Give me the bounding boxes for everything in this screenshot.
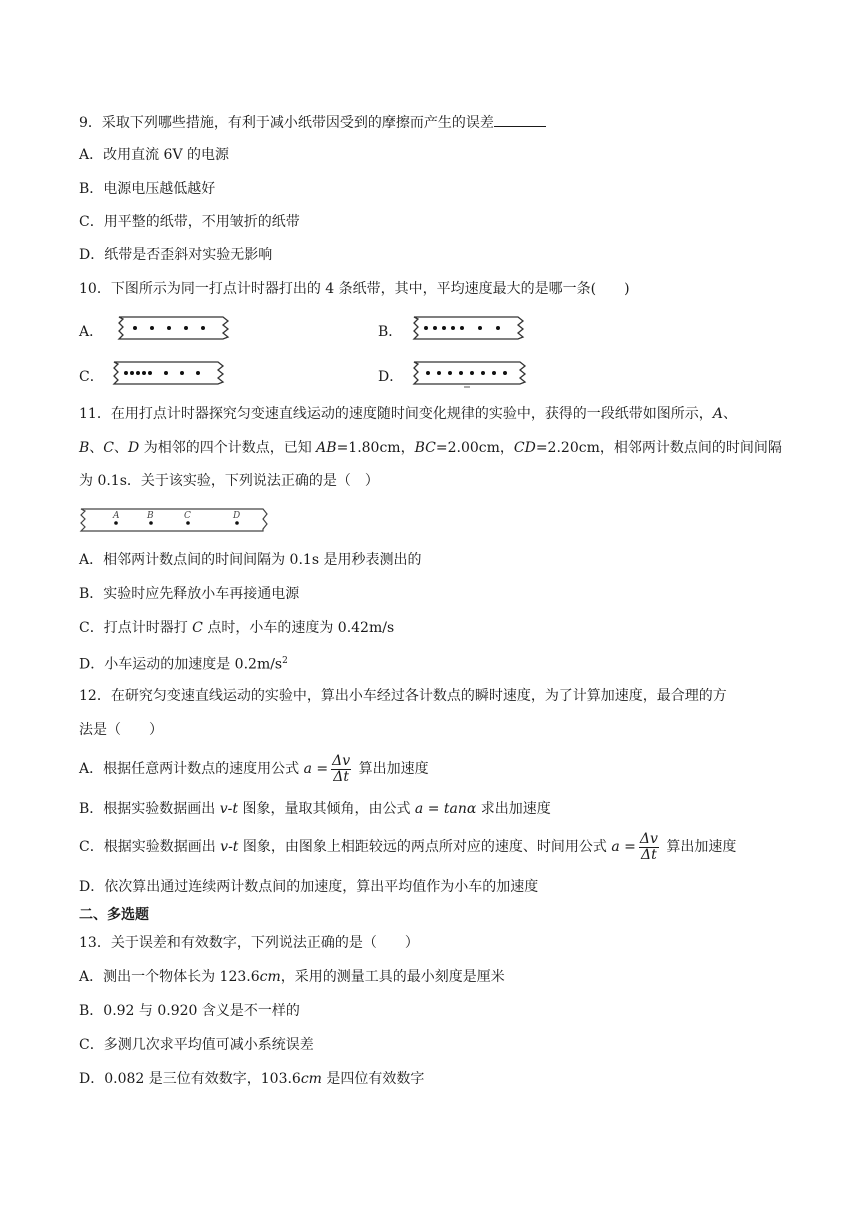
q12-option-a xyxy=(79,752,429,786)
q12-option-a-post: 算出加速度 xyxy=(354,761,429,777)
q11-option-d-pre: D．小车运动的加速度是 0.2m/s xyxy=(79,656,283,673)
q9-stem xyxy=(79,112,546,133)
q11-ab-value: =1.80cm， xyxy=(336,440,415,456)
q12-option-b-formula: a = tanα xyxy=(414,801,477,817)
q10-label-d: D． xyxy=(378,369,404,385)
q12-option-b-mid: 图象，量取其倾角，由公式 xyxy=(238,801,415,817)
fraction-num: Δv xyxy=(639,830,658,847)
tape-b xyxy=(410,315,530,341)
q11-line3: 为 0.1s．关于该实验，下列说法正确的是（ ） xyxy=(79,473,379,489)
q11-option-c-pre: C．打点计时器打 xyxy=(79,620,193,636)
q11-bc-value: =2.00cm， xyxy=(435,440,514,456)
q11-option-c xyxy=(79,618,394,638)
fraction-num: Δv xyxy=(332,752,351,769)
q12-option-b-post: 求出加速度 xyxy=(476,801,551,817)
q12-option-b-vt: v-t xyxy=(219,801,239,817)
fraction xyxy=(639,832,659,863)
q11-var-d: D xyxy=(128,440,140,456)
q12-option-a-pre: A．根据任意两计数点的速度用公式 xyxy=(79,761,304,777)
q11-text: 为相邻的四个计数点，已知 xyxy=(139,440,317,456)
q11-cd: CD xyxy=(513,440,536,456)
q11-line1-text: 11．在用打点计时器探究匀变速直线运动的速度随时间变化规律的实验中，获得的一段纸带如图所示， xyxy=(79,406,713,422)
q11-var-a: A xyxy=(712,406,723,422)
section-heading: 二、多选题 xyxy=(79,907,149,923)
q12-option-c xyxy=(79,830,736,864)
answer-blank[interactable] xyxy=(494,112,546,127)
tape-d xyxy=(410,360,534,388)
q11-bc: BC xyxy=(414,440,436,456)
q11-option-c-post: 点时，小车的速度为 0.42m/s xyxy=(202,620,395,636)
fraction xyxy=(331,754,351,785)
q13-option-d-pre: D．0.082 是三位有效数字，103.6 xyxy=(79,1071,301,1087)
q13-option-d-post: 是四位有效数字 xyxy=(321,1071,425,1087)
q10-stem: 10．下图所示为同一打点计时器打出的 4 条纸带，其中，平均速度最大的是哪一条( ) xyxy=(79,281,630,297)
q13-option-d xyxy=(79,1069,424,1089)
q11-line1: 11．在用打点计时器探究匀变速直线运动的速度随时间变化规律的实验中，获得的一段纸带如图所示，A、 xyxy=(79,406,737,422)
q13-option-c: C．多测几次求平均值可减小系统误差 xyxy=(79,1037,314,1053)
q11-option-c-var: C xyxy=(192,620,203,636)
q12-line2: 法是（ ） xyxy=(79,722,163,738)
q12-option-b xyxy=(79,799,551,819)
q13-option-b: B．0.92 与 0.920 含义是不一样的 xyxy=(79,1003,300,1019)
q13-option-a-unit: cm xyxy=(259,969,281,985)
fraction-den: Δt xyxy=(641,846,657,863)
q11-option-b: B．实验时应先释放小车再接通电源 xyxy=(79,586,300,602)
q12-option-c-post: 算出加速度 xyxy=(661,839,737,855)
q12-option-c-pre: C．根据实验数据画出 xyxy=(79,839,221,855)
q9-option-c: C．用平整的纸带，不用皱折的纸带 xyxy=(79,214,300,230)
q11-option-d-sup: 2 xyxy=(282,656,288,666)
q11-line2 xyxy=(79,438,782,458)
q12-option-b-pre: B．根据实验数据画出 xyxy=(79,801,220,817)
q10-label-a: A． xyxy=(79,324,104,340)
q12-option-d: D．依次算出通过连续两计数点间的加速度，算出平均值作为小车的加速度 xyxy=(79,879,539,895)
q10-label-b: B． xyxy=(378,324,403,340)
q11-option-a: A．相邻两计数点间的时间间隔为 0.1s 是用秒表测出的 xyxy=(79,552,422,568)
q11-cd-value: =2.20cm，相邻两计数点间的时间间隔 xyxy=(535,440,782,456)
formula-a: a = xyxy=(303,761,329,777)
q13-option-a-pre: A．测出一个物体长为 123.6 xyxy=(79,969,260,985)
tape-label-d: D xyxy=(233,511,241,521)
q11-var-c: C xyxy=(103,440,115,456)
q9-option-a: A．改用直流 6V 的电源 xyxy=(79,147,230,163)
q13-option-d-unit: cm xyxy=(300,1071,322,1087)
fraction-den: Δt xyxy=(333,768,349,785)
q9-stem-text: 9．采取下列哪些措施，有利于减小纸带因受到的摩擦而产生的误差 xyxy=(79,115,494,131)
q11-sep: 、 xyxy=(114,440,129,456)
q11-sep: 、 xyxy=(89,440,104,456)
q9-option-d: D．纸带是否歪斜对实验无影响 xyxy=(79,247,273,263)
q12-line1: 12．在研究匀变速直线运动的实验中，算出小车经过各计数点的瞬时速度，为了计算加速度，最合理的方 xyxy=(79,688,727,704)
q13-stem: 13．关于误差和有效数字，下列说法正确的是（ ） xyxy=(79,935,419,951)
q9-option-b: B．电源电压越低越好 xyxy=(79,181,216,197)
tape-c xyxy=(110,360,230,386)
q12-option-c-vt: v-t xyxy=(220,839,239,855)
tape-label-c: C xyxy=(184,511,191,521)
q13-option-a-post: ，采用的测量工具的最小刻度是厘米 xyxy=(280,969,505,985)
tape-label-b: B xyxy=(147,511,154,521)
q11-tape xyxy=(77,505,272,535)
tape-a xyxy=(115,315,235,341)
q10-label-c: C． xyxy=(79,369,104,385)
q11-var-b: B xyxy=(79,440,90,456)
q12-option-c-mid: 图象，由图象上相距较远的两点所对应的速度、时间用公式 xyxy=(238,839,612,855)
tape-label-a: A xyxy=(113,511,120,521)
formula-a: a = xyxy=(611,839,636,855)
q11-option-d xyxy=(79,651,288,675)
q11-ab: AB xyxy=(316,440,337,456)
q13-option-a xyxy=(79,967,505,987)
